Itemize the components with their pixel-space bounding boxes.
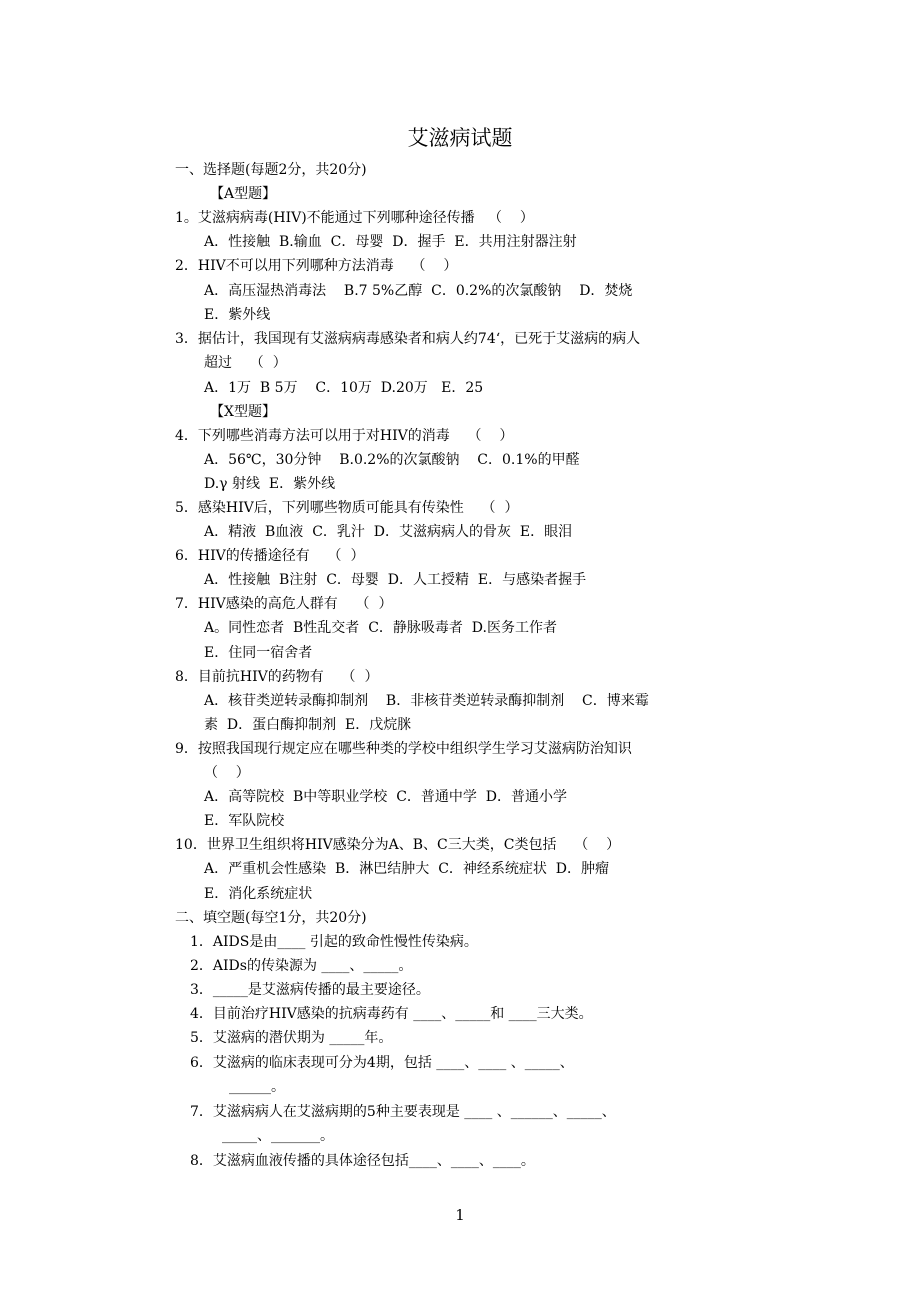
text-line: A．1万 B 5万 C．10万 D.20万 E．25 <box>204 380 484 396</box>
text-line: 9．按照我国现行规定应在哪些种类的学校中组织学生学习艾滋病防治知识 <box>175 741 632 757</box>
text-line: D.γ 射线 E．紫外线 <box>204 476 336 492</box>
text-line: 5．艾滋病的潜伏期为 _____年。 <box>190 1030 393 1046</box>
text-line: 3．据估计，我国现有艾滋病病毒感染者和病人约74‘，已死于艾滋病的病人 <box>175 331 641 347</box>
text-line: 1。艾滋病病毒(HIV)不能通过下列哪种途径传播 （ ） <box>175 210 534 226</box>
text-line: _____、_______。 <box>222 1128 334 1144</box>
page-number: 1 <box>455 1206 465 1224</box>
text-line: 2．AIDs的传染源为 ____、_____。 <box>190 958 413 974</box>
text-line: A．性接触 B.输血 C．母婴 D．握手 E．共用注射器注射 <box>204 234 577 250</box>
text-line: 2．HIV不可以用下列哪种方法消毒 （ ） <box>175 258 458 274</box>
text-line: A．高等院校 B中等职业学校 C．普通中学 D．普通小学 <box>204 789 568 805</box>
text-line: 4．下列哪些消毒方法可以用于对HIV的消毒 （ ） <box>175 428 514 444</box>
text-line: 6．HIV的传播途径有 （ ） <box>175 548 365 564</box>
text-line: 二、填空题(每空1分，共20分) <box>175 910 367 926</box>
text-line: 6．艾滋病的临床表现可分为4期，包括 ____、____ 、_____、 <box>190 1055 574 1071</box>
text-line: A．核苷类逆转录酶抑制剂 B．非核苷类逆转录酶抑制剂 C．博来霉 <box>204 693 649 709</box>
text-line: ______。 <box>229 1079 285 1095</box>
text-line: 【X型题】 <box>210 404 276 420</box>
text-line: A．严重机会性感染 B．淋巴结肿大 C．神经系统症状 D．肿瘤 <box>204 861 610 877</box>
text-line: 超过 （ ） <box>204 355 287 371</box>
text-line: 素 D．蛋白酶抑制剂 E．戊烷脒 <box>204 717 412 733</box>
text-line: A．高压湿热消毒法 B.7 5%乙醇 C．0.2%的次氯酸钠 D．焚烧 <box>204 283 633 299</box>
text-line: A。同性恋者 B性乱交者 C．静脉吸毒者 D.医务工作者 <box>204 620 557 636</box>
text-line: 7．HIV感染的高危人群有 （ ） <box>175 596 393 612</box>
text-line: E．军队院校 <box>204 813 285 829</box>
text-line: E．消化系统症状 <box>204 886 313 902</box>
text-line: 10．世界卫生组织将HIV感染分为A、B、C三大类，C类包括 （ ） <box>175 837 621 853</box>
text-line: 5．感染HIV后，下列哪些物质可能具有传染性 （ ） <box>175 500 519 516</box>
text-line: 一、选择题(每题2分，共20分) <box>175 162 367 178</box>
text-line: A．精液 B血液 C．乳汁 D．艾滋病病人的骨灰 E．眼泪 <box>204 524 573 540</box>
text-line: E．紫外线 <box>204 307 271 323</box>
text-line: 1．AIDS是由____ 引起的致命性慢性传染病。 <box>190 934 478 950</box>
text-line: 7．艾滋病病人在艾滋病期的5种主要表现是 ____ 、______、_____、 <box>190 1104 616 1120</box>
page-title: 艾滋病试题 <box>407 126 513 150</box>
text-line: 【A型题】 <box>210 186 277 202</box>
text-line: 4．目前治疗HIV感染的抗病毒药有 ____、_____和 ____三大类。 <box>190 1006 593 1022</box>
text-line: A．56℃，30分钟 B.0.2%的次氯酸钠 C．0.1%的甲醛 <box>204 452 580 468</box>
text-line: （ ） <box>204 765 250 781</box>
text-line: E．住同一宿舍者 <box>204 645 313 661</box>
text-line: 8．艾滋病血液传播的具体途径包括____、____、____。 <box>190 1153 535 1169</box>
text-line: 8．目前抗HIV的药物有 （ ） <box>175 669 379 685</box>
text-line: 3．_____是艾滋病传播的最主要途径。 <box>190 982 430 998</box>
text-line: A．性接触 B注射 C．母婴 D．人工授精 E．与感染者握手 <box>204 572 587 588</box>
